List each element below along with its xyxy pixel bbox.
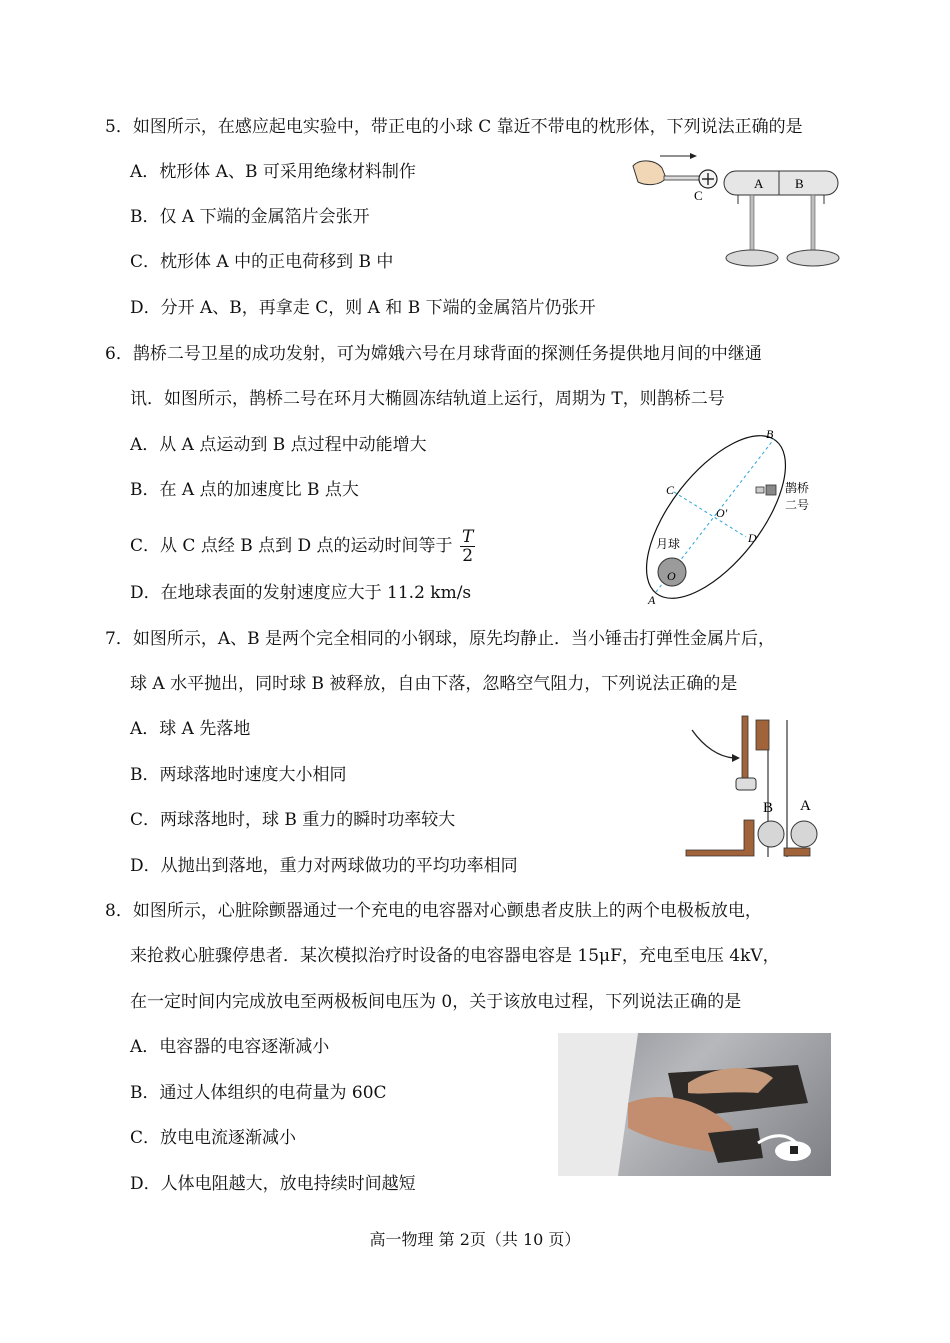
q5-induction-figure (628, 148, 843, 273)
q7-projectile-figure (684, 712, 824, 862)
label-o: O (667, 569, 676, 583)
q7-option-d: D．从抛出到落地，重力对两球做功的平均功率相同 (130, 856, 518, 876)
q8-option-b: B．通过人体组织的电荷量为 60C (130, 1083, 387, 1103)
q6-option-c (130, 528, 475, 565)
label-a: A (800, 798, 811, 814)
page-footer: 高一物理 第 2页（共 10 页） (369, 1230, 581, 1249)
q7-option-c: C．两球落地时，球 B 重力的瞬时功率较大 (130, 810, 456, 830)
label-sat-line1: 鹊桥 (785, 481, 810, 495)
q6-option-a: A．从 A 点运动到 B 点过程中动能增大 (130, 435, 427, 455)
pillow-conductor (724, 171, 838, 195)
q5-option-c: C．枕形体 A 中的正电荷移到 B 中 (130, 252, 394, 272)
label-b: B (766, 427, 774, 441)
ball-b (758, 821, 784, 847)
q8-option-c: C．放电电流逐渐减小 (130, 1128, 297, 1148)
q8-stem-line2: 来抢救心脏骤停患者．某次模拟治疗时设备的电容器电容是 15μF，充电至电压 4kV， (130, 946, 780, 966)
q8-option-d: D．人体电阻越大，放电持续时间越短 (130, 1174, 416, 1194)
q6-orbit-figure (636, 422, 826, 612)
label-a: A (648, 593, 656, 607)
label-o-prime: O′ (716, 506, 728, 520)
q8-stem-line1: 8．如图所示，心脏除颤器通过一个充电的电容器对心颤患者皮肤上的两个电极板放电， (105, 901, 762, 921)
label-b: B (795, 176, 804, 191)
fraction-denominator: 2 (462, 546, 474, 566)
q6-option-d: D．在地球表面的发射速度应大于 11.2 km/s (130, 583, 472, 603)
label-d: D (748, 531, 757, 545)
q5-option-d: D．分开 A、B，再拿走 C，则 A 和 B 下端的金属箔片仍张开 (130, 298, 596, 318)
hammer-icon (736, 778, 756, 790)
q5-option-a: A．枕形体 A、B 可采用绝缘材料制作 (130, 162, 416, 182)
label-c: C (694, 188, 703, 203)
ball-a (791, 821, 817, 847)
q8-stem-line3: 在一定时间内完成放电至两极板间电压为 0，关于该放电过程，下列说法正确的是 (130, 992, 742, 1012)
label-sat-line2: 二号 (785, 498, 810, 512)
q7-stem-line1: 7．如图所示，A、B 是两个完全相同的小钢球，原先均静止．当小锤击打弹性金属片后， (105, 629, 775, 649)
q5-option-b: B．仅 A 下端的金属箔片会张开 (130, 207, 370, 227)
q6-option-c-text: C．从 C 点经 B 点到 D 点的运动时间等于 (130, 536, 453, 556)
label-c: C (666, 483, 675, 497)
label-a: A (754, 176, 764, 191)
label-b: B (763, 800, 774, 816)
satellite-icon (756, 485, 776, 495)
q7-option-b: B．两球落地时速度大小相同 (130, 765, 347, 785)
hand-icon (633, 161, 666, 185)
q6-option-b: B．在 A 点的加速度比 B 点大 (130, 480, 359, 500)
q7-stem-line2: 球 A 水平抛出，同时球 B 被释放，自由下落，忽略空气阻力，下列说法正确的是 (130, 674, 738, 694)
q5-stem: 5．如图所示，在感应起电实验中，带正电的小球 C 靠近不带电的枕形体，下列说法正确的是 (105, 117, 803, 137)
defibrillator-photo (558, 1033, 831, 1176)
fraction-t-over-2 (460, 528, 475, 565)
q6-stem-line2: 讯．如图所示，鹊桥二号在环月大椭圆冻结轨道上运行，周期为 T，则鹊桥二号 (130, 389, 725, 409)
q8-option-a: A．电容器的电容逐渐减小 (130, 1037, 330, 1057)
fraction-numerator: T (461, 527, 474, 547)
label-moon: 月球 (656, 537, 681, 551)
q6-stem-line1: 6．鹊桥二号卫星的成功发射，可为嫦娥六号在月球背面的探测任务提供地月间的中继通 (105, 344, 762, 364)
q7-option-a: A．球 A 先落地 (130, 719, 251, 739)
